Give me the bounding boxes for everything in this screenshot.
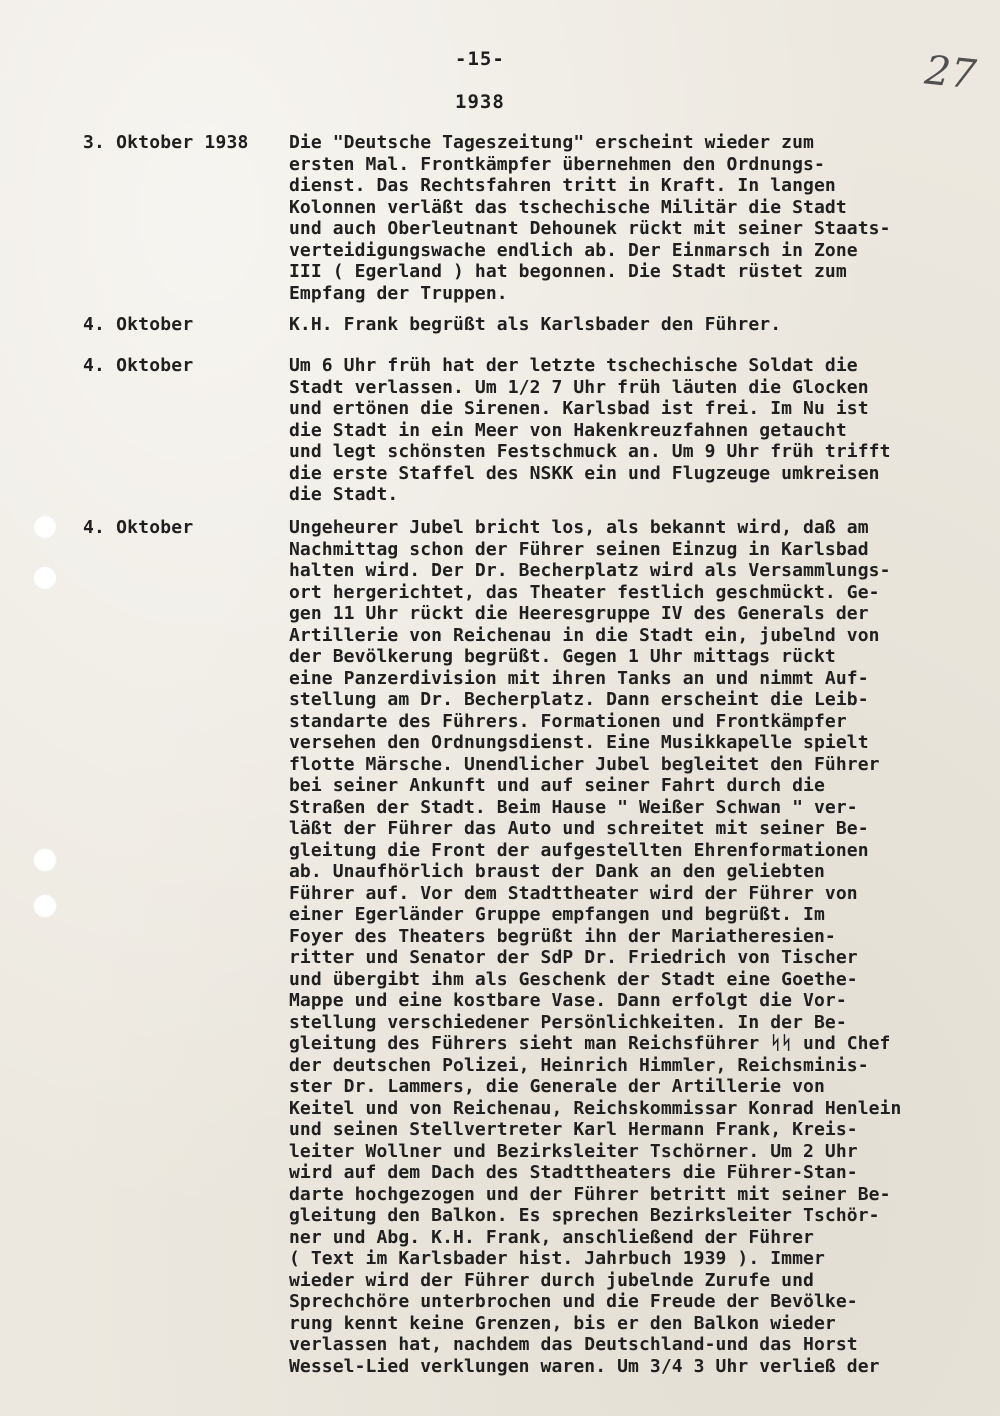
text-line: der deutschen Polizei, Heinrich Himmler, Reichsminis- [289, 1054, 869, 1076]
text-line: wieder wird der Führer durch jubelnde Zurufe und [289, 1269, 814, 1291]
text-line: und übergibt ihm als Geschenk der Stadt eine Goethe- [289, 968, 858, 990]
text-line: Straßen der Stadt. Beim Hause " Weißer Schwan " ver- [289, 796, 858, 818]
text-line: gleitung des Führers sieht man Reichsführer ᛋᛋ und Chef [289, 1033, 891, 1054]
text-line: K.H. Frank begrüßt als Karlsbader den Führer. [289, 314, 782, 335]
text-line: läßt der Führer das Auto und schreitet mit seiner Be- [289, 818, 869, 839]
text-line: versehen den Ordnungsdienst. Eine Musikkapelle spielt [289, 732, 869, 753]
punch-hole [33, 566, 57, 590]
entry-text [289, 355, 959, 506]
text-line: dienst. Das Rechtsfahren tritt in Kraft. In langen [289, 175, 836, 196]
text-line: Wessel-Lied verklungen waren. Um 3/4 3 Uhr verließ der [289, 1355, 880, 1377]
text-line: wird auf dem Dach des Stadttheaters die Führer-Stan- [289, 1162, 858, 1183]
text-line: ritter und Senator der SdP Dr. Friedrich von Tischer [289, 947, 858, 968]
text-line: gleitung den Balkon. Es sprechen Bezirksleiter Tschör- [289, 1205, 880, 1226]
text-line: standarte des Führers. Formationen und Frontkämpfer [289, 710, 847, 732]
text-line: der Bevölkerung begrüßt. Gegen 1 Uhr mittags rückt [289, 646, 836, 667]
text-line: Empfang der Truppen. [289, 282, 508, 304]
text-line: Stadt verlassen. Um 1/2 7 Uhr früh läuten die Glocken [289, 376, 869, 398]
text-line: und ertönen die Sirenen. Karlsbad ist frei. Im Nu ist [289, 398, 869, 419]
punch-hole [33, 848, 57, 872]
text-line: verteidigungswache endlich ab. Der Einmarsch in Zone [289, 239, 858, 261]
text-line: III ( Egerland ) hat begonnen. Die Stadt rüstet zum [289, 261, 847, 282]
text-line: flotte Märsche. Unendlicher Jubel begleitet den Führer [289, 753, 880, 775]
text-line: die Stadt. [289, 484, 399, 505]
punch-hole [33, 515, 57, 539]
text-line: Ungeheurer Jubel bricht los, als bekannt wird, daß am [289, 517, 869, 538]
text-line: rung kennt keine Grenzen, bis er den Balkon wieder [289, 1312, 836, 1334]
text-line: und seinen Stellvertreter Karl Hermann Frank, Kreis- [289, 1119, 858, 1140]
text-line: Keitel und von Reichenau, Reichskommissar Konrad Henlein [289, 1097, 902, 1119]
entry-date: 4. Oktober [83, 355, 194, 376]
text-line: Artillerie von Reichenau in die Stadt ein, jubelnd von [289, 624, 880, 646]
text-line: Die "Deutsche Tageszeitung" erscheint wieder zum [289, 132, 814, 153]
text-line: Führer auf. Vor dem Stadttheater wird der Führer von [289, 882, 858, 904]
text-line: ersten Mal. Frontkämpfer übernehmen den Ordnungs- [289, 153, 825, 175]
text-line: halten wird. Der Dr. Becherplatz wird als Versammlungs- [289, 560, 891, 581]
text-line: stellung verschiedener Persönlichkeiten. In der Be- [289, 1011, 847, 1033]
entry-date: 3. Oktober 1938 [83, 132, 249, 153]
text-line: bei seiner Ankunft und auf seiner Fahrt durch die [289, 775, 825, 796]
text-line: ab. Unaufhörlich braust der Dank an den geliebten [289, 861, 825, 882]
entry-text [289, 132, 959, 304]
text-line: darte hochgezogen und der Führer betritt mit seiner Be- [289, 1183, 891, 1205]
text-line: Sprechchöre unterbrochen und die Freude der Bevölke- [289, 1291, 858, 1312]
page-number: -15- [455, 48, 505, 70]
text-line: eine Panzerdivision mit ihren Tanks an und nimmt Auf- [289, 667, 869, 689]
entry-date: 4. Oktober [83, 517, 194, 538]
text-line: Um 6 Uhr früh hat der letzte tschechische Soldat die [289, 355, 858, 376]
handwritten-folio-number: 27 [922, 47, 979, 99]
text-line: gleitung die Front der aufgestellten Ehrenformationen [289, 839, 869, 861]
text-line: gen 11 Uhr rückt die Heeresgruppe IV des Generals der [289, 603, 869, 624]
text-line: leiter Wollner und Bezirksleiter Tschörner. Um 2 Uhr [289, 1140, 858, 1162]
text-line: und auch Oberleutnant Dehounek rückt mit seiner Staats- [289, 218, 891, 239]
text-line: die Stadt in ein Meer von Hakenkreuzfahnen getaucht [289, 419, 847, 441]
text-line: und legt schönsten Festschmuck an. Um 9 Uhr früh trifft [289, 441, 891, 462]
entry-date: 4. Oktober [83, 314, 194, 335]
entry-text [289, 314, 959, 336]
text-line: Kolonnen verläßt das tschechische Militär die Stadt [289, 196, 847, 218]
text-line: Foyer des Theaters begrüßt ihn der Mariatheresien- [289, 925, 836, 947]
text-line: Mappe und eine kostbare Vase. Dann erfolgt die Vor- [289, 990, 847, 1011]
text-line: ort hergerichtet, das Theater festlich geschmückt. Ge- [289, 581, 880, 603]
punch-hole [33, 894, 57, 918]
text-line: verlassen hat, nachdem das Deutschland-und das Horst [289, 1334, 858, 1355]
text-line: Nachmittag schon der Führer seinen Einzug in Karlsbad [289, 538, 869, 560]
text-line: ner und Abg. K.H. Frank, anschließend der Führer [289, 1226, 814, 1248]
text-line: die erste Staffel des NSKK ein und Flugzeuge umkreisen [289, 462, 880, 484]
text-line: stellung am Dr. Becherplatz. Dann erscheint die Leib- [289, 689, 869, 710]
entry-text [289, 517, 959, 1377]
text-line: ( Text im Karlsbader hist. Jahrbuch 1939 ). Immer [289, 1248, 825, 1269]
text-line: einer Egerländer Gruppe empfangen und begrüßt. Im [289, 904, 825, 925]
text-line: ster Dr. Lammers, die Generale der Artillerie von [289, 1076, 825, 1097]
page-year-heading: 1938 [455, 91, 505, 113]
